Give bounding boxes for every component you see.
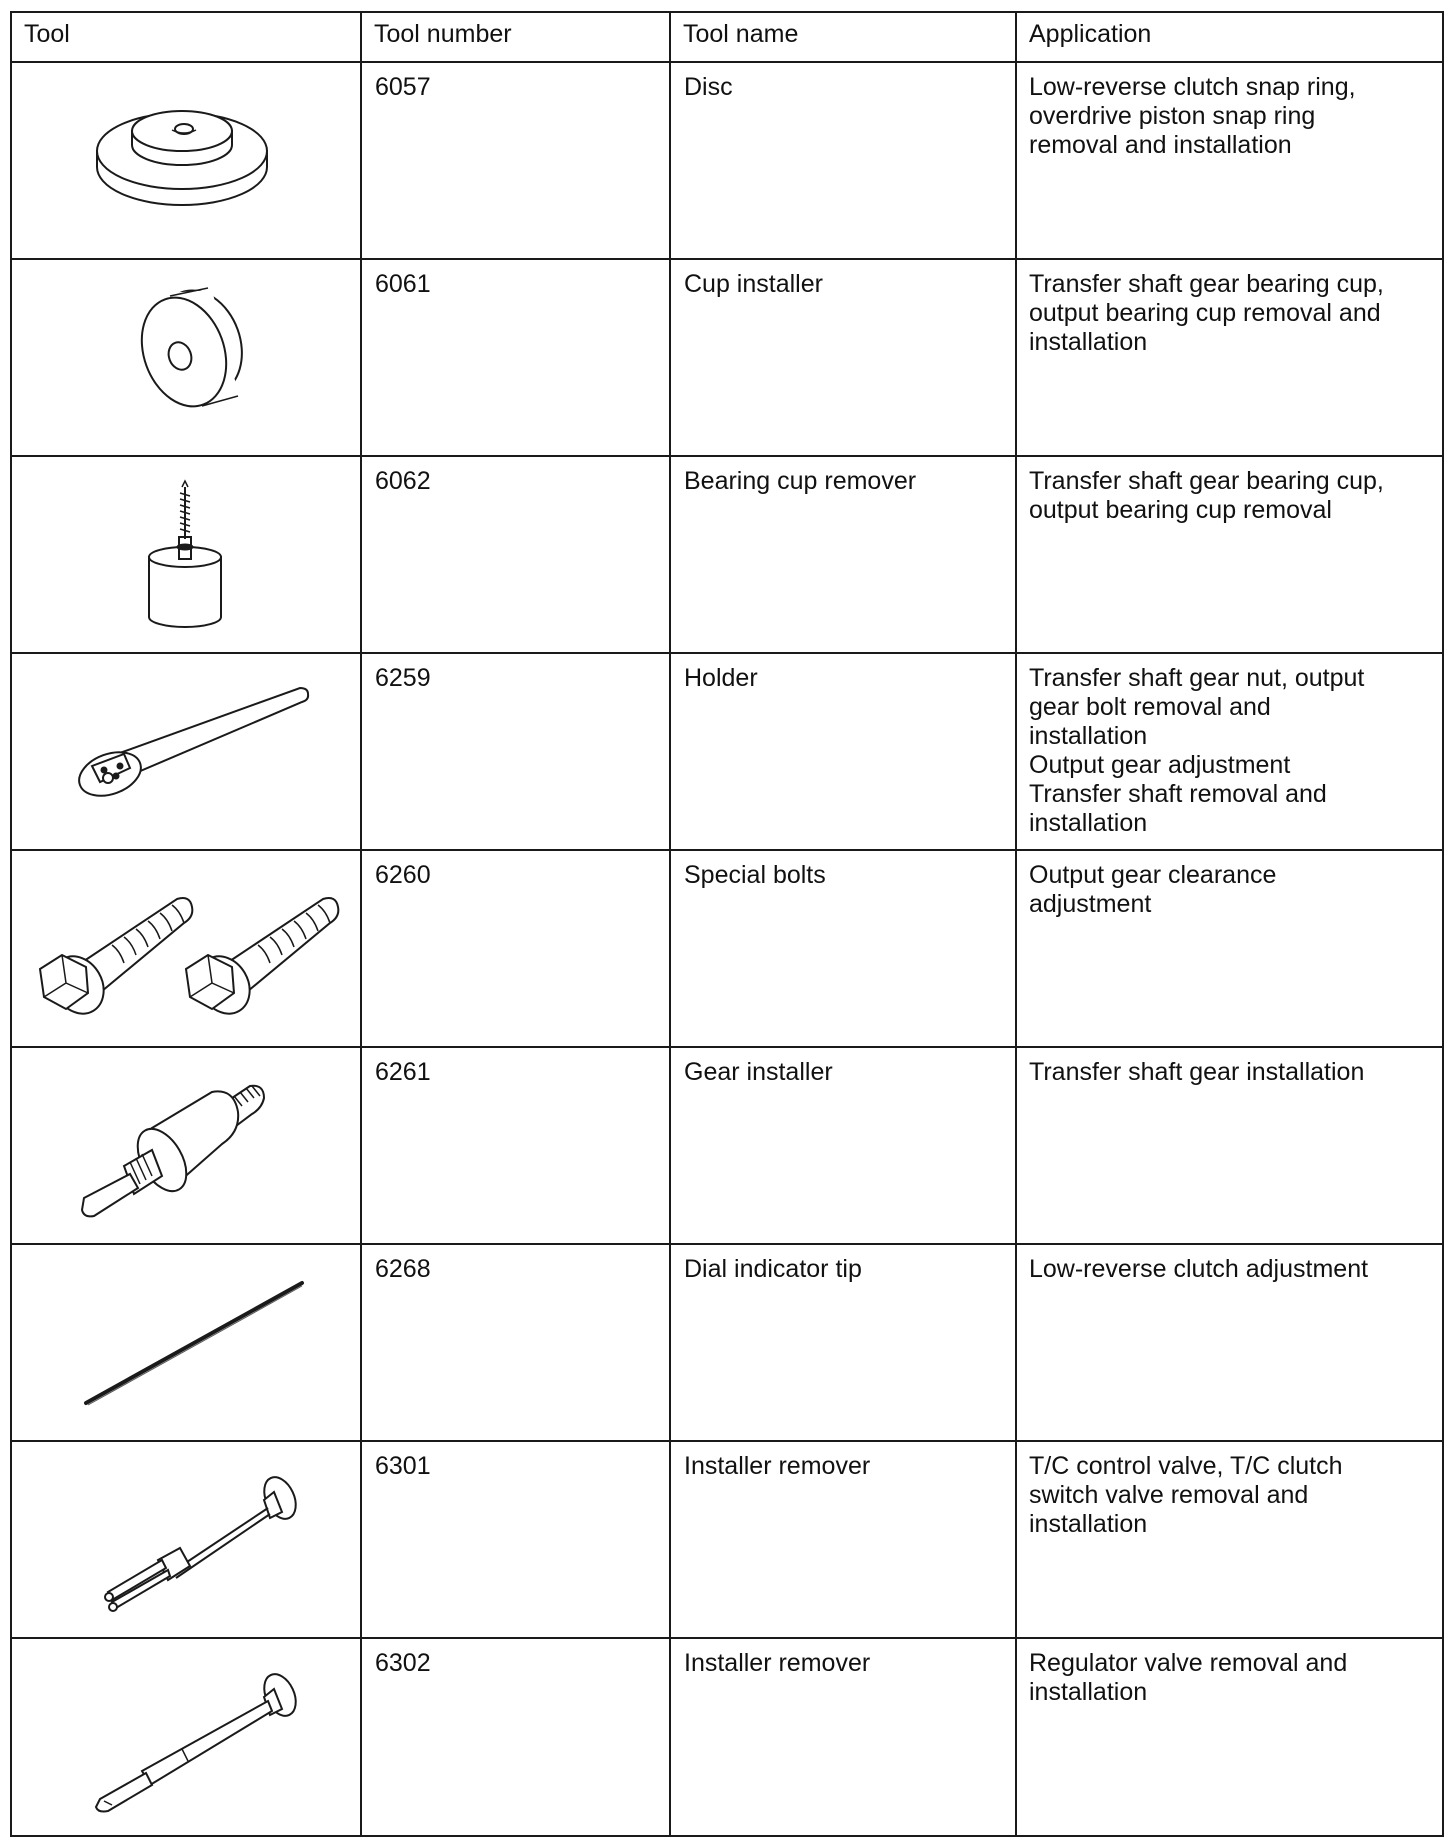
tool-application <box>1016 1244 1443 1441</box>
tool-name: Holder <box>670 653 1016 850</box>
tool-number: 6302 <box>361 1638 670 1836</box>
application-line: adjustment <box>1029 890 1152 918</box>
table-row <box>11 1638 1443 1836</box>
tool-image-cell <box>11 850 361 1047</box>
tool-image-cell <box>11 1047 361 1244</box>
table-row <box>11 1441 1443 1638</box>
table-row <box>11 259 1443 456</box>
header-tool-number: Tool number <box>361 12 670 62</box>
application-line: installation <box>1029 1510 1148 1538</box>
gear-installer-icon <box>12 1048 358 1241</box>
application-line: Output gear clearance <box>1029 861 1277 889</box>
application-line: Transfer shaft gear bearing cup, <box>1029 467 1384 495</box>
tool-application <box>1016 653 1443 850</box>
application-line: Transfer shaft removal and <box>1029 780 1327 808</box>
tool-number: 6301 <box>361 1441 670 1638</box>
tool-image-cell <box>11 456 361 653</box>
tool-application <box>1016 1047 1443 1244</box>
tool-name: Dial indicator tip <box>670 1244 1016 1441</box>
application-line: gear bolt removal and <box>1029 693 1271 721</box>
tool-image-cell <box>11 1244 361 1441</box>
application-line: switch valve removal and <box>1029 1481 1309 1509</box>
application-line: output bearing cup removal and <box>1029 299 1381 327</box>
tool-application <box>1016 1638 1443 1836</box>
tool-name: Installer remover <box>670 1638 1016 1836</box>
tool-number: 6268 <box>361 1244 670 1441</box>
application-line: Transfer shaft gear installation <box>1029 1058 1365 1086</box>
application-line: Regulator valve removal and <box>1029 1649 1348 1677</box>
table-row <box>11 1244 1443 1441</box>
application-line: Output gear adjustment <box>1029 751 1291 779</box>
tool-image-cell <box>11 1441 361 1638</box>
application-line: installation <box>1029 328 1148 356</box>
tool-number: 6062 <box>361 456 670 653</box>
tool-number: 6260 <box>361 850 670 1047</box>
application-line: removal and installation <box>1029 131 1292 159</box>
bearing-cup-remover-icon <box>12 457 358 650</box>
tool-name: Installer remover <box>670 1441 1016 1638</box>
application-line: Transfer shaft gear bearing cup, <box>1029 270 1384 298</box>
special-bolts-icon <box>12 851 358 1044</box>
tool-name: Disc <box>670 62 1016 259</box>
tool-application <box>1016 456 1443 653</box>
table-header-row <box>11 12 1443 62</box>
installer-remover-blade-icon <box>12 1639 358 1832</box>
application-line: Low-reverse clutch adjustment <box>1029 1255 1369 1283</box>
tool-number: 6261 <box>361 1047 670 1244</box>
tool-number: 6057 <box>361 62 670 259</box>
table-row <box>11 653 1443 850</box>
special-tools-table <box>10 11 1444 1837</box>
tool-image-cell <box>11 259 361 456</box>
table-row <box>11 62 1443 259</box>
tool-name: Bearing cup remover <box>670 456 1016 653</box>
disc-icon <box>12 63 358 256</box>
tool-image-cell <box>11 62 361 259</box>
table-row <box>11 456 1443 653</box>
tool-name: Special bolts <box>670 850 1016 1047</box>
application-line: Transfer shaft gear nut, output <box>1029 664 1365 692</box>
dial-indicator-tip-icon <box>12 1245 358 1438</box>
tool-image-cell <box>11 1638 361 1836</box>
tool-number: 6259 <box>361 653 670 850</box>
application-line: installation <box>1029 1678 1148 1706</box>
application-line: installation <box>1029 722 1148 750</box>
header-tool: Tool <box>11 12 361 62</box>
table-row <box>11 1047 1443 1244</box>
tool-name: Gear installer <box>670 1047 1016 1244</box>
tool-application <box>1016 1441 1443 1638</box>
tool-application <box>1016 62 1443 259</box>
tool-number: 6061 <box>361 259 670 456</box>
application-line: overdrive piston snap ring <box>1029 102 1316 130</box>
holder-wrench-icon <box>12 654 358 847</box>
application-line: installation <box>1029 809 1148 837</box>
tool-application <box>1016 850 1443 1047</box>
tool-name: Cup installer <box>670 259 1016 456</box>
application-line: Low-reverse clutch snap ring, <box>1029 73 1356 101</box>
application-line: T/C control valve, T/C clutch <box>1029 1452 1343 1480</box>
table-row <box>11 850 1443 1047</box>
header-tool-name: Tool name <box>670 12 1016 62</box>
header-application: Application <box>1016 12 1443 62</box>
cup-installer-icon <box>12 260 358 453</box>
application-line: output bearing cup removal <box>1029 496 1332 524</box>
installer-remover-fork-icon <box>12 1442 358 1635</box>
tool-application <box>1016 259 1443 456</box>
tool-image-cell <box>11 653 361 850</box>
